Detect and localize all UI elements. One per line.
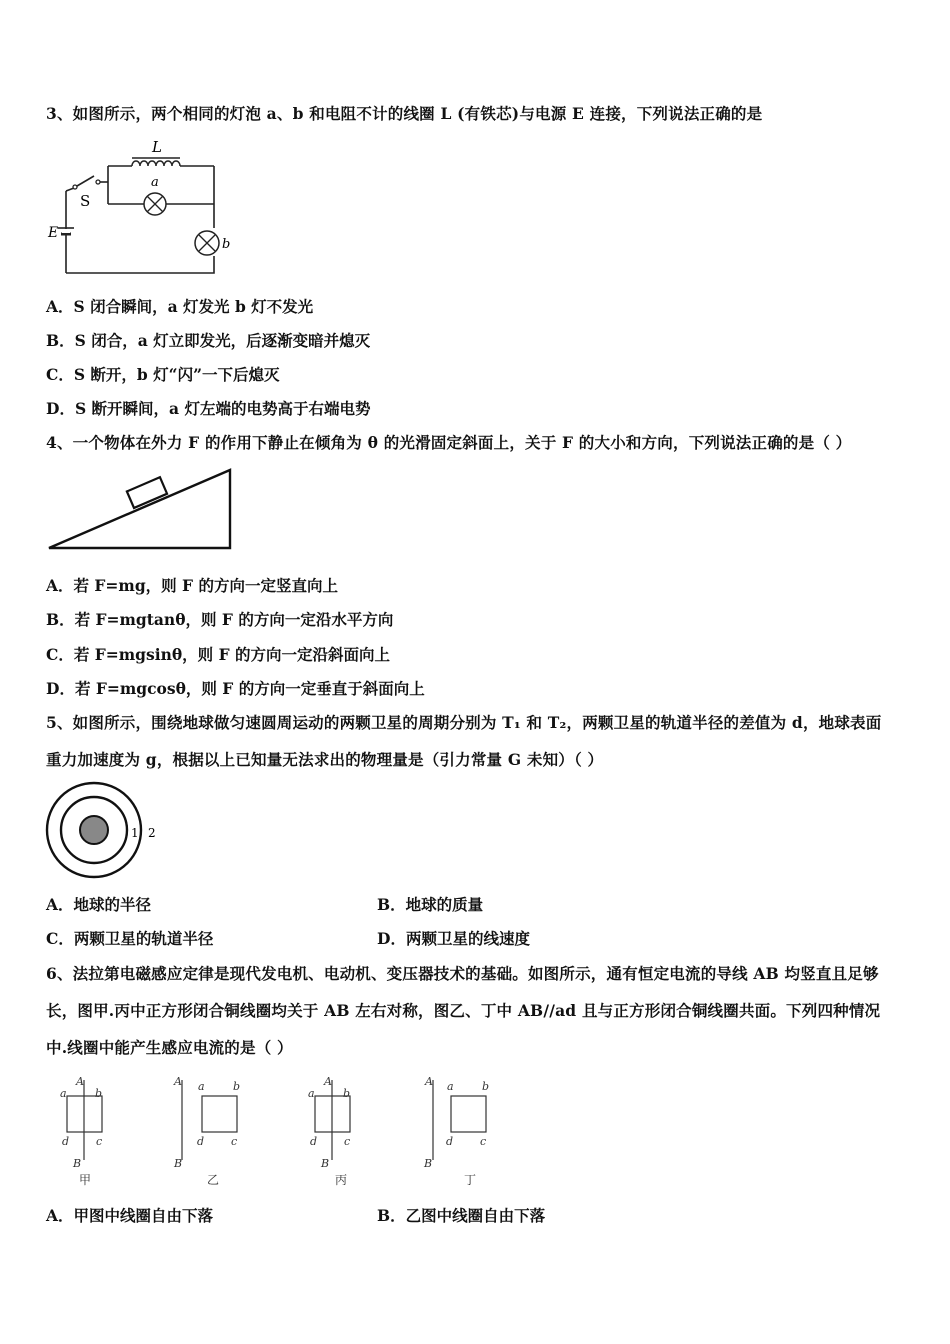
q4-option-c: C．若 F=mgsinθ，则 F 的方向一定沿斜面向上 bbox=[46, 645, 390, 664]
q6-jia-label-d: d bbox=[62, 1135, 70, 1148]
q6-yi-label-c: c bbox=[231, 1135, 238, 1148]
q6-yi-label-d: d bbox=[197, 1135, 205, 1148]
q6-ding-label-b: b bbox=[482, 1080, 490, 1093]
q4-option-b: B．若 F=mgtanθ，则 F 的方向一定沿水平方向 bbox=[46, 610, 394, 629]
q6-bing-caption: 丙 bbox=[335, 1173, 348, 1187]
q6-ding-label-d: d bbox=[446, 1135, 454, 1148]
q6-stem-line3: 中.线圈中能产生感应电流的是（ ） bbox=[46, 1038, 293, 1057]
q5-option-c: C．两颗卫星的轨道半径 bbox=[46, 929, 214, 948]
q3-option-a: A．S 闭合瞬间，a 灯发光 b 灯不发光 bbox=[46, 297, 314, 316]
q3-label-S: S bbox=[80, 192, 91, 210]
q4-incline bbox=[49, 470, 230, 548]
q3-label-E: E bbox=[48, 225, 59, 241]
q6-ding-label-B: B bbox=[424, 1157, 433, 1170]
q6-wire-loop-figures bbox=[50, 1072, 510, 1192]
q3-wire-bottom bbox=[66, 256, 214, 273]
q3-label-a: a bbox=[151, 175, 159, 190]
q6-ding-loop bbox=[451, 1096, 486, 1132]
q5-earth bbox=[80, 816, 108, 844]
q5-option-a: A．地球的半径 bbox=[46, 895, 152, 914]
q4-block bbox=[127, 477, 167, 508]
q3-option-d: D．S 断开瞬间，a 灯左端的电势高于右端电势 bbox=[46, 399, 371, 418]
q6-jia-label-a: a bbox=[60, 1087, 67, 1100]
q6-bing-label-B: B bbox=[321, 1157, 330, 1170]
q6-option-b: B．乙图中线圈自由下落 bbox=[377, 1206, 546, 1225]
q3-label-b: b bbox=[222, 237, 231, 252]
q3-option-b: B．S 闭合，a 灯立即发光，后逐渐变暗并熄灭 bbox=[46, 331, 371, 350]
q6-yi-label-A: A bbox=[174, 1075, 182, 1088]
q6-yi-label-b: b bbox=[233, 1080, 241, 1093]
q6-yi-loop bbox=[202, 1096, 237, 1132]
q6-jia-caption: 甲 bbox=[79, 1173, 92, 1187]
q3-label-L: L bbox=[152, 138, 162, 156]
q6-figure-jia bbox=[60, 1075, 102, 1187]
q5-option-d: D．两颗卫星的线速度 bbox=[377, 929, 530, 948]
q6-figure-ding bbox=[423, 1075, 489, 1187]
q6-bing-label-b: b bbox=[343, 1087, 351, 1100]
q5-label-2: 2 bbox=[148, 826, 156, 840]
q3-switch-contact-right bbox=[96, 180, 100, 184]
q6-yi-caption: 乙 bbox=[207, 1173, 220, 1187]
q6-yi-label-B: B bbox=[174, 1157, 183, 1170]
q3-switch-contact-left bbox=[73, 185, 77, 189]
q6-yi-label-a: a bbox=[198, 1080, 205, 1093]
q6-stem-line2: 长，图甲.丙中正方形闭合铜线圈均关于 AB 左右对称，图乙、丁中 AB//ad 且与正方形闭合铜线圈共面。下列四种情况 bbox=[46, 1001, 881, 1020]
q4-stem: 4、一个物体在外力 F 的作用下静止在倾角为 θ 的光滑固定斜面上，关于 F 的大小和方向，下列说法正确的是（ ） bbox=[46, 433, 852, 452]
q6-ding-label-c: c bbox=[480, 1135, 487, 1148]
q6-ding-caption: 丁 bbox=[464, 1173, 477, 1187]
q6-jia-label-b: b bbox=[95, 1087, 103, 1100]
q6-ding-label-A: A bbox=[425, 1075, 433, 1088]
q3-stem: 3、如图所示，两个相同的灯泡 a、b 和电阻不计的线圈 L (有铁芯)与电源 E 连接，下列说法正确的是 bbox=[46, 104, 763, 123]
q6-jia-label-B: B bbox=[73, 1157, 82, 1170]
q6-jia-label-c: c bbox=[96, 1135, 103, 1148]
q6-stem-line1: 6、法拉第电磁感应定律是现代发电机、电动机、变压器技术的基础。如图所示，通有恒定电流的导线 AB 均竖直且足够 bbox=[46, 964, 879, 983]
q3-option-c: C．S 断开，b 灯“闪”一下后熄灭 bbox=[46, 365, 280, 384]
q6-figure-bing bbox=[308, 1075, 350, 1187]
q5-orbit-figure bbox=[42, 780, 172, 880]
q6-figure-yi bbox=[173, 1075, 240, 1187]
q5-option-b: B．地球的质量 bbox=[377, 895, 484, 914]
q5-label-1: 1 bbox=[131, 826, 139, 840]
q4-option-d: D．若 F=mgcosθ，则 F 的方向一定垂直于斜面向上 bbox=[46, 679, 425, 698]
q6-bing-label-c: c bbox=[344, 1135, 351, 1148]
q6-ding-label-a: a bbox=[447, 1080, 454, 1093]
q4-incline-figure bbox=[44, 464, 240, 554]
q3-circuit-figure bbox=[44, 136, 244, 278]
q5-stem-line2: 重力加速度为 g，根据以上已知量无法求出的物理量是（引力常量 G 未知）（ ） bbox=[46, 750, 604, 769]
q6-bing-label-a: a bbox=[308, 1087, 315, 1100]
q3-inductor-coil bbox=[132, 161, 180, 166]
q4-option-a: A．若 F=mg，则 F 的方向一定竖直向上 bbox=[46, 576, 338, 595]
q6-option-a: A．甲图中线圈自由下落 bbox=[46, 1206, 214, 1225]
q6-bing-label-d: d bbox=[310, 1135, 318, 1148]
q6-jia-label-A: A bbox=[76, 1075, 84, 1088]
q3-switch-blade bbox=[77, 176, 94, 186]
q6-bing-label-A: A bbox=[324, 1075, 332, 1088]
q5-stem-line1: 5、如图所示，围绕地球做匀速圆周运动的两颗卫星的周期分别为 T₁ 和 T₂，两颗卫星的轨道半径的差值为 d，地球表面 bbox=[46, 713, 882, 732]
